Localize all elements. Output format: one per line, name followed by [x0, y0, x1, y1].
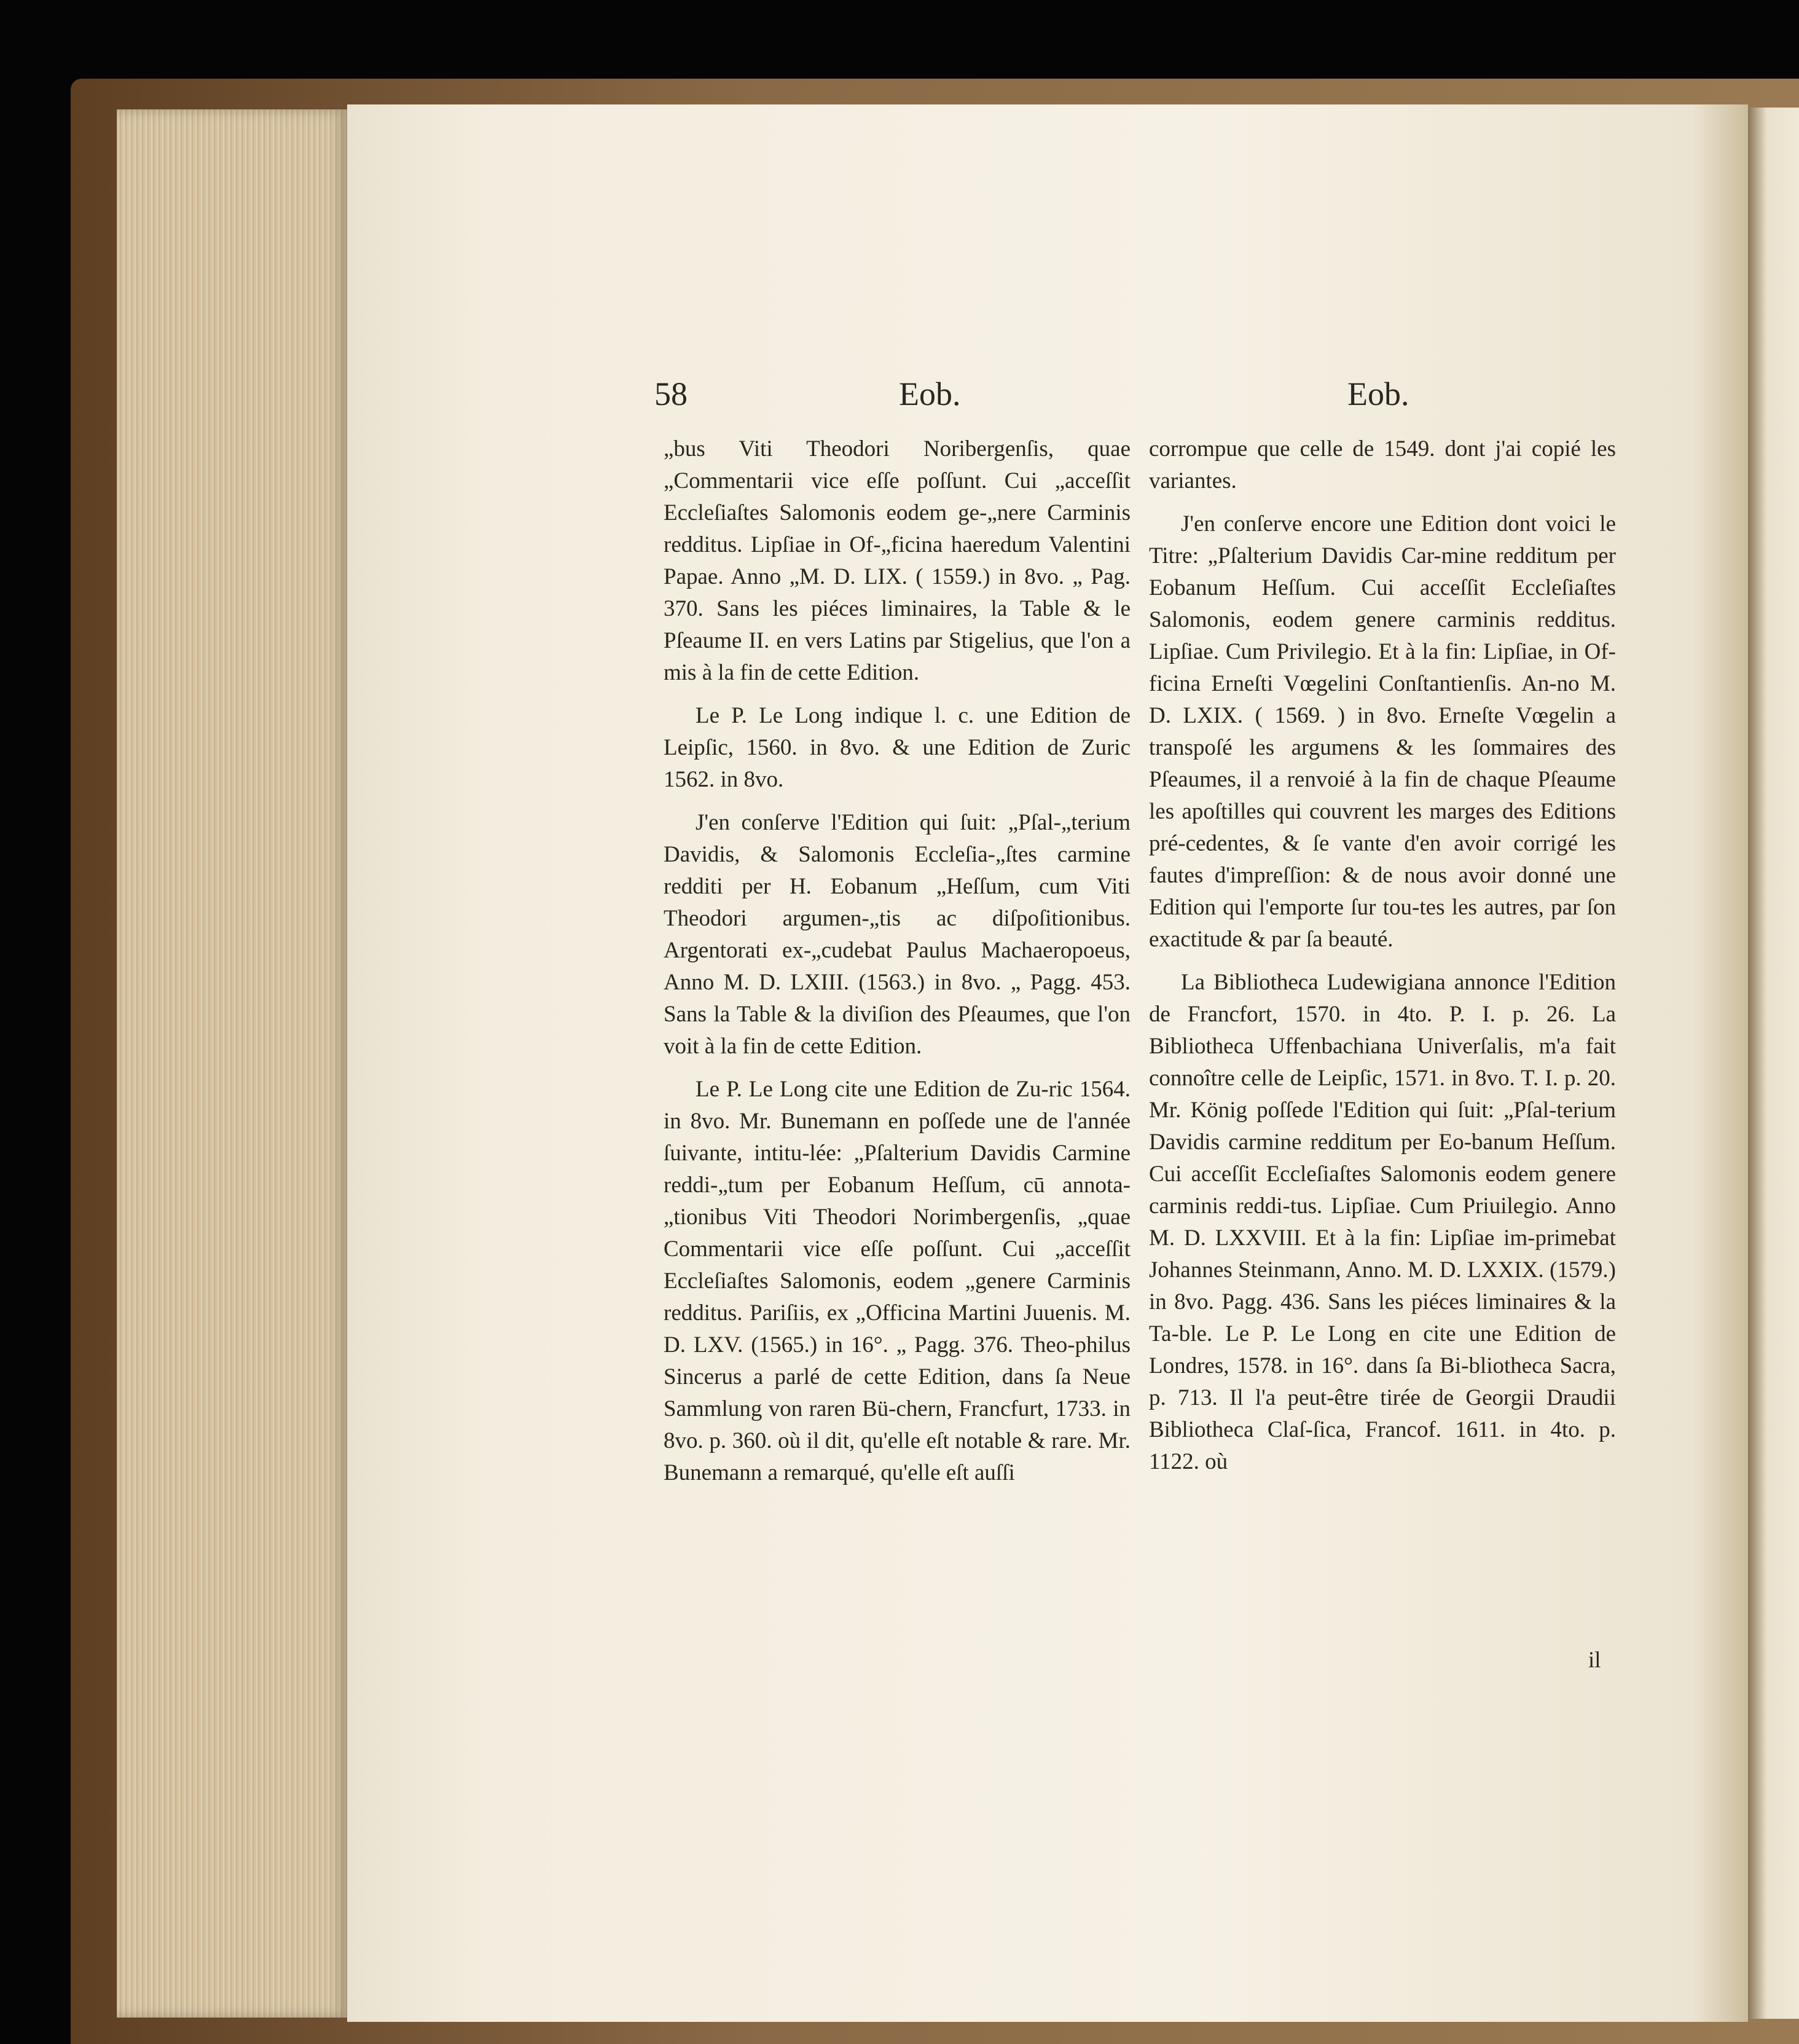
facing-page-edge: [1745, 108, 1799, 2019]
paragraph: J'en conſerve l'Edition qui ſuit: „Pſal-„terium Davidis, & Salomonis Eccleſia-„ſtes carmine redditi per H. Eobanum „Heſſum, cum Viti Theodori argumen-„tis ac diſpoſitionibus. Argentorati ex-„cudebat Paulus Machaeropoeus, Anno M. D. LXIII. (1563.) in 8vo. „ Pagg. 453. Sans la Table & la diviſion des Pſeaumes, que l'on voit à la fin de cette Edition.: [664, 810, 1131, 1059]
catchword: il: [1588, 1648, 1601, 1673]
right-column: [1149, 433, 1616, 1489]
page-edges: [117, 109, 347, 2018]
left-running-head: Eob.: [899, 375, 961, 412]
paragraph: corrompue que celle de 1549. dont j'ai copié les variantes.: [1149, 436, 1616, 493]
page-number: 58: [654, 375, 688, 412]
right-running-head: Eob.: [1347, 375, 1409, 412]
paragraph: La Bibliotheca Ludewigiana annonce l'Edition de Francfort, 1570. in 4to. P. I. p. 26. La Bibliotheca Uffenbachiana Univerſalis, m'a fait connoître celle de Leipſic, 1571. in 8vo. T. I. p. 20. Mr. König poſſede l'Edition qui ſuit: „Pſal-terium Davidis carmine redditum per Eo-banum Heſſum. Cui acceſſit Eccleſiaſtes Salomonis eodem genere carminis reddi-tus. Lipſiae. Cum Priuilegio. Anno M. D. LXXVIII. Et à la fin: Lipſiae im-primebat Johannes Steinmann, Anno. M. D. LXXIX. (1579.) in 8vo. Pagg. 436. Sans les piéces liminaires & la Ta-ble. Le P. Le Long en cite une Edition de Londres, 1578. in 16°. dans ſa Bi-bliotheca Sacra, p. 713. Il l'a peut-être tirée de Georgii Draudii Bibliotheca Claſ-ſica, Francof. 1611. in 4to. p. 1122. où: [1149, 970, 1616, 1474]
book-page: [347, 104, 1748, 2022]
left-column: [664, 433, 1131, 1500]
paragraph: „bus Viti Theodori Noribergenſis, quae „Commentarii vice eſſe poſſunt. Cui „acceſſit Eccleſiaſtes Salomonis eodem ge-„nere Carminis redditus. Lipſiae in Of-„ficina haeredum Valentini Papae. Anno „M. D. LIX. ( 1559.) in 8vo. „ Pag. 370. Sans les piéces liminaires, la Table & le Pſeaume II. en vers Latins par Stigelius, que l'on a mis à la fin de cette Edition.: [664, 436, 1131, 685]
paragraph: J'en conſerve encore une Edition dont voici le Titre: „Pſalterium Davidis Car-mine redditum per Eobanum Heſſum. Cui acceſſit Eccleſiaſtes Salomonis, eodem genere carminis redditus. Lipſiae. Cum Privilegio. Et à la fin: Lipſiae, in Of-ficina Erneſti Vœgelini Conſtantienſis. An-no M. D. LXIX. ( 1569. ) in 8vo. Erneſte Vœgelin a transpoſé les argumens & les ſommaires des Pſeaumes, il a renvoié à la fin de chaque Pſeaume les apoſtilles qui couvrent les marges des Editions pré-cedentes, & ſe vante d'en avoir corrigé les fautes d'impreſſion: & de nous avoir donné une Edition qui l'emporte ſur tou-tes les autres, par ſon exactitude & par ſa beauté.: [1149, 511, 1616, 952]
paragraph: Le P. Le Long cite une Edition de Zu-ric 1564. in 8vo. Mr. Bunemann en poſſede une de l'année ſuivante, intitu-lée: „Pſalterium Davidis Carmine reddi-„tum per Eobanum Heſſum, cū annota-„tionibus Viti Theodori Norimbergenſis, „quae Commentarii vice eſſe poſſunt. Cui „acceſſit Eccleſiaſtes Salomonis, eodem „genere Carminis redditus. Pariſiis, ex „Officina Martini Juuenis. M. D. LXV. (1565.) in 16°. „ Pagg. 376. Theo-philus Sincerus a parlé de cette Edition, dans ſa Neue Sammlung von raren Bü-chern, Francfurt, 1733. in 8vo. p. 360. où il dit, qu'elle eſt notable & rare. Mr. Bunemann a remarqué, qu'elle eſt auſſi: [664, 1077, 1131, 1485]
paragraph: Le P. Le Long indique l. c. une Edition de Leipſic, 1560. in 8vo. & une Edition de Zuric 1562. in 8vo.: [664, 703, 1131, 792]
